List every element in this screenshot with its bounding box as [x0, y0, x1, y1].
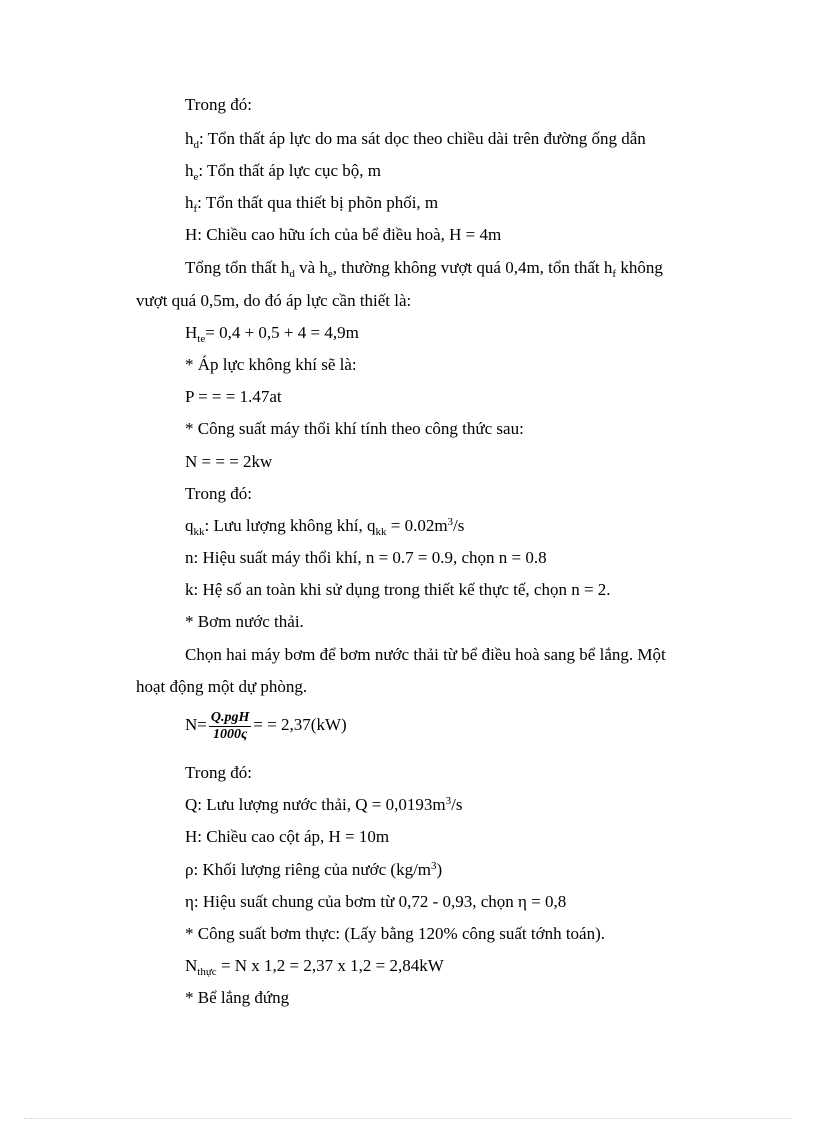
- heading-air-pressure: * Áp lực không khí sẽ là:: [185, 355, 357, 374]
- fraction-denominator: 1000ς: [213, 726, 248, 742]
- formula-actual-pump-power: $N_{thực} = N$ x 1,2 = 2,37 x 1,2 = 2,84kW: [185, 956, 444, 978]
- paragraph-qkk-definition: $q_{kk}$: Lưu lượng không khí, $q_{kk} = 0.02m^3/s$: [185, 516, 465, 538]
- formula-blower-power: N = = = 2kw: [185, 452, 273, 471]
- heading-wastewater-pump: * Bơm nước thải.: [185, 612, 304, 631]
- paragraph-trong-do-1: Trong đó:: [185, 95, 252, 114]
- paragraph-he-definition: $h_e$: Tổn thất áp lực cục bộ, m: [185, 161, 382, 183]
- heading-actual-pump-power: * Công suất bơm thực: (Lấy bằng 120% công suất tớnh toán).: [185, 924, 606, 943]
- paragraph-trong-do-2: Trong đó:: [185, 484, 252, 503]
- paragraph-hf-definition: $h_f$: Tổn thất qua thiết bị phõn phối, m: [185, 193, 439, 215]
- formula-hte: $H_{te}= 0,4 + 0,5 + 4 = 4,9m$: [185, 323, 359, 345]
- paragraph-trong-do-3: Trong đó:: [185, 763, 252, 782]
- paragraph-eta-definition: η: Hiệu suất chung của bơm từ 0,72 - 0,93, chọn η = 0,8: [185, 892, 567, 911]
- paragraph-rho-definition: ρ: Khối lượng riêng của nước $(kg/m^3)$: [185, 860, 443, 879]
- paragraph-total-loss: Tổng tổn thất $h_d$ và $h_e$, thường không vượt quá 0,4m, tổn thất $h_f$ không: [185, 258, 663, 280]
- paragraph-h-definition: H: Chiều cao hữu ích của bể điều hoà, H = 4m: [185, 225, 502, 244]
- paragraph-head-definition: H: Chiều cao cột áp, H = 10m: [185, 827, 390, 846]
- paragraph-pump-selection-cont: hoạt động một dự phòng.: [136, 677, 308, 696]
- paragraph-q-definition: Q: Lưu lượng nước thải, $Q = 0,0193m^3/s$: [185, 795, 463, 814]
- heading-blower-power: * Công suất máy thổi khí tính theo công thức sau:: [185, 419, 524, 438]
- paragraph-k-definition: k: Hệ số an toàn khi sử dụng trong thiết kế thực tế, chọn n = 2.: [185, 580, 611, 599]
- paragraph-total-loss-cont: vượt quá 0,5m, do đó áp lực cần thiết là:: [136, 291, 412, 310]
- fraction-numerator: Q.pgH: [210, 709, 250, 725]
- paragraph-hd-definition: $h_d$: Tổn thất áp lực do ma sát dọc theo chiều dài trên đường ống dẫn: [185, 129, 646, 151]
- pump-power-fraction: [209, 710, 252, 743]
- formula-pressure: P = = = 1.47at: [185, 387, 282, 406]
- heading-vertical-settling-tank: * Bể lắng đứng: [185, 988, 290, 1007]
- formula-pump-power: N= $\frac{\text{Q.pgH}}{1000\varsigma}$ = = 2,37(kW): [185, 709, 347, 742]
- paragraph-n-definition: n: Hiệu suất máy thổi khí, n = 0.7 = 0.9, chọn n = 0.8: [185, 548, 547, 567]
- paragraph-pump-selection: Chọn hai máy bơm để bơm nước thải từ bể điều hoà sang bể lắng. Một: [185, 645, 666, 664]
- page-footer-rule: [24, 1118, 792, 1119]
